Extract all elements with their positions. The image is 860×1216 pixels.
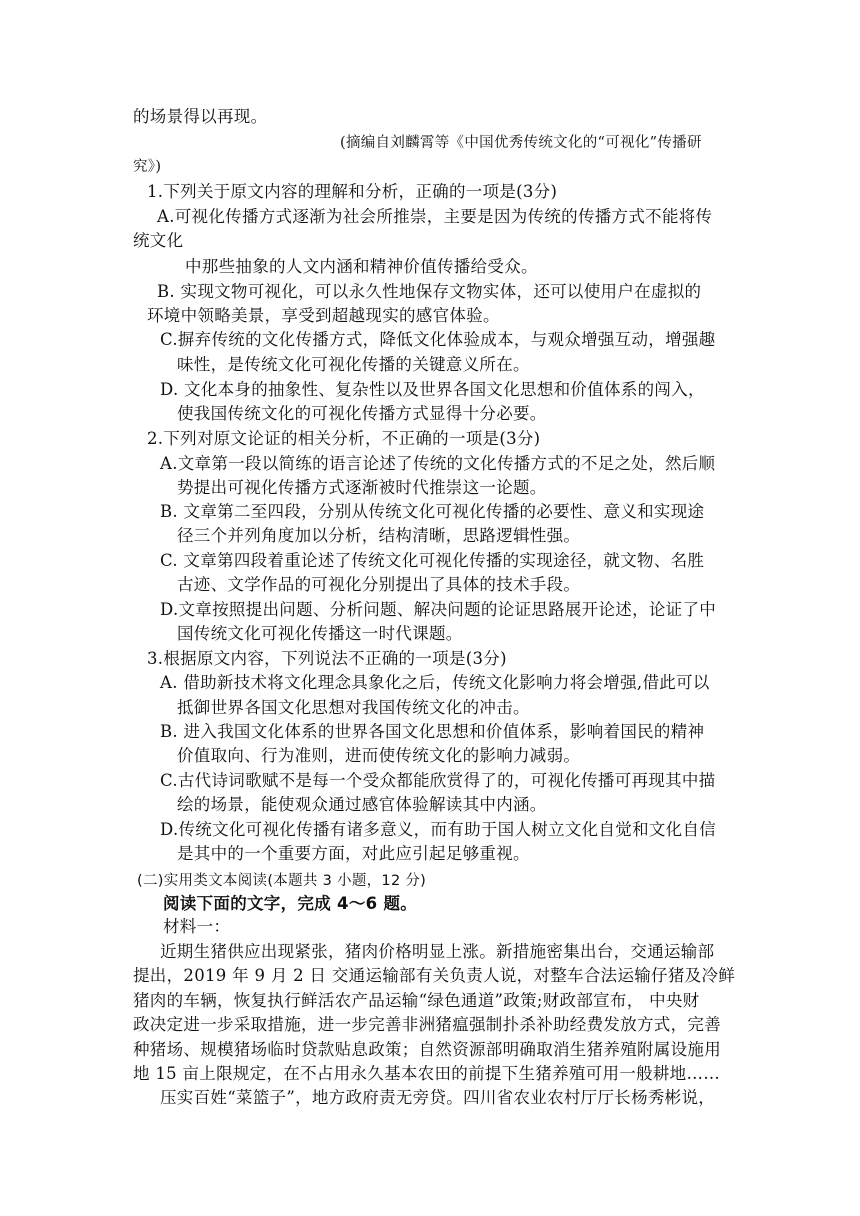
q2-option-c-line-2: 古迹、文学作品的可视化分别提出了具体的技术手段。 bbox=[177, 575, 581, 594]
q3-option-c-line-1: C.古代诗词歌赋不是每一个受众都能欣赏得了的，可视化传播可再现其中描 bbox=[160, 771, 716, 790]
q1-option-a-line-3: 中那些抽象的人文内涵和精神价值传播给受众。 bbox=[185, 257, 538, 276]
material-paragraph-line: 猪肉的车辆，恢复执行鲜活农产品运输“绿色通道”政策;财政部宣布， 中央财 bbox=[133, 991, 700, 1010]
section-instruction: 阅读下面的文字，完成 4～6 题。 bbox=[163, 894, 418, 913]
q2-option-b-line-2: 径三个并列角度加以分析，结构清晰，思路逻辑性强。 bbox=[177, 526, 581, 545]
q1-option-a-line-2: 统文化 bbox=[133, 231, 184, 250]
q2-option-a-line-1: A.文章第一段以简练的语言论述了传统的文化传播方式的不足之处，然后顺 bbox=[160, 454, 716, 473]
q2-option-d-line-2: 国传统文化可视化传播这一时代课题。 bbox=[177, 624, 463, 643]
q1-stem: 1.下列关于原文内容的理解和分析，正确的一项是(3分) bbox=[147, 182, 558, 201]
q3-option-a-line-1: A. 借助新技术将文化理念具象化之后，传统文化影响力将会增强,借此可以 bbox=[160, 673, 710, 692]
citation-line-1: (摘编自刘麟霄等《中国优秀传统文化的“可视化”传播研 bbox=[340, 135, 702, 151]
q1-option-a-line-1: A.可视化传播方式逐渐为社会所推崇，主要是因为传统的传播方式不能将传 bbox=[157, 207, 713, 226]
q3-option-a-line-2: 抵御世界各国文化思想对我国传统文化的冲击。 bbox=[177, 698, 530, 717]
q1-option-c-line-2: 味性，是传统文化可视化传播的关键意义所在。 bbox=[177, 355, 530, 374]
material-paragraph-line: 种猪场、规模猪场临时贷款贴息政策；自然资源部明确取消生猪养殖附属设施用 bbox=[133, 1040, 721, 1059]
q1-option-c-line-1: C.摒弃传统的文化传播方式，降低文化体验成本，与观众增强互动，增强趣 bbox=[160, 330, 716, 349]
q3-option-b-line-2: 价值取向、行为准则，进而使传统文化的影响力减弱。 bbox=[177, 746, 581, 765]
material-paragraph-line: 近期生猪供应出现紧张，猪肉价格明显上涨。新措施密集出台，交通运输部 bbox=[160, 942, 715, 961]
q2-option-b-line-1: B. 文章第二至四段，分别从传统文化可视化传播的必要性、意义和实现途 bbox=[160, 502, 705, 521]
material-paragraph-line: 政决定进一步采取措施，进一步完善非洲猪瘟强制扑杀补助经费发放方式，完善 bbox=[133, 1015, 721, 1034]
citation-line-2: 究》) bbox=[133, 159, 162, 175]
q2-option-c-line-1: C. 文章第四段着重论述了传统文化可视化传播的实现途径，就文物、名胜 bbox=[160, 551, 705, 570]
material-paragraph-line: 提出，2019 年 9 月 2 日 交通运输部有关负责人说，对整车合法运输仔猪及冷鲜 bbox=[133, 966, 736, 985]
q1-option-d-line-1: D. 文化本身的抽象性、复杂性以及世界各国文化思想和价值体系的闯入， bbox=[160, 380, 705, 399]
q2-option-d-line-1: D.文章按照提出问题、分析问题、解决问题的论证思路展开论述，论证了中 bbox=[160, 600, 717, 619]
q3-option-b-line-1: B. 进入我国文化体系的世界各国文化思想和价值体系，影响着国民的精神 bbox=[160, 722, 705, 741]
q3-option-d-line-1: D.传统文化可视化传播有诸多意义，而有助于国人树立文化自觉和文化自信 bbox=[160, 820, 717, 839]
q2-option-a-line-2: 势提出可视化传播方式逐渐被时代推崇这一论题。 bbox=[177, 478, 547, 497]
q1-option-d-line-2: 使我国传统文化的可视化传播方式显得十分必要。 bbox=[177, 404, 547, 423]
material-paragraph-line: 地 15 亩上限规定，在不占用永久基本农田的前提下生猪养殖可用一般耕地…… bbox=[133, 1064, 721, 1083]
material-label: 材料一： bbox=[163, 917, 231, 936]
q3-option-d-line-2: 是其中的一个重要方面，对此应引起足够重视。 bbox=[177, 844, 530, 863]
q3-stem: 3.根据原文内容，下列说法不正确的一项是(3分) bbox=[147, 649, 507, 668]
intro-end-line: 的场景得以再现。 bbox=[133, 107, 268, 126]
section-heading: (二)实用类文本阅读(本题共 3 小题，12 分) bbox=[137, 873, 427, 889]
q2-stem: 2.下列对原文论证的相关分析，不正确的一项是(3分) bbox=[147, 429, 541, 448]
q3-option-c-line-2: 绘的场景，能使观众通过感官体验解读其中内涵。 bbox=[177, 795, 547, 814]
q1-option-b-line-2: 环境中领略美景，享受到超越现实的感官体验。 bbox=[147, 306, 500, 325]
q1-option-b-line-1: B. 实现文物可视化，可以永久性地保存文物实体，还可以使用户在虚拟的 bbox=[157, 282, 702, 301]
material-paragraph-line: 压实百姓“菜篮子”，地方政府责无旁贷。四川省农业农村厅厅长杨秀彬说， bbox=[160, 1088, 716, 1107]
